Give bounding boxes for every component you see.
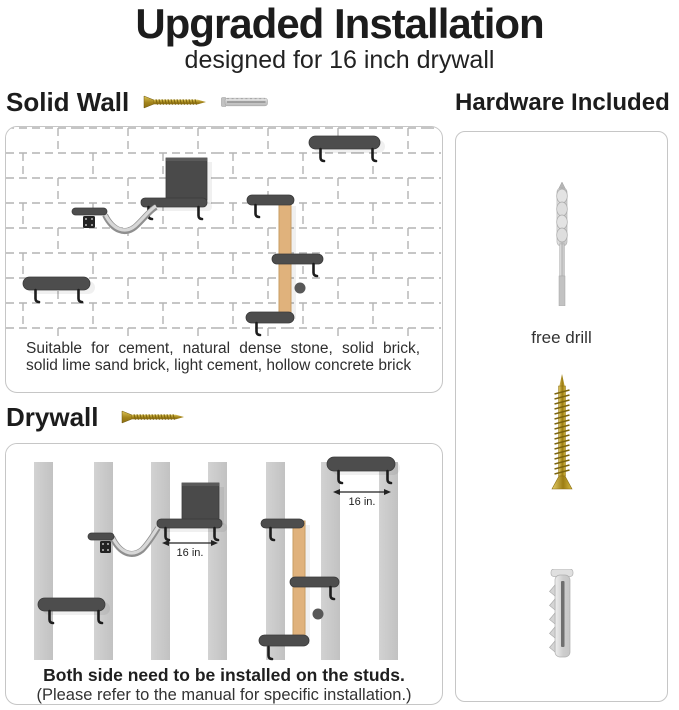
- solid-wall-heading-row: [6, 86, 269, 118]
- brick-wall-background: [6, 127, 441, 338]
- hardware-heading: Hardware Included: [455, 89, 670, 116]
- drill-label: free drill: [531, 328, 592, 347]
- dimension-label-shelf: 16 in.: [348, 496, 376, 508]
- drywall-panel: [5, 443, 443, 705]
- hardware-panel: [455, 131, 668, 702]
- toy-ball: [295, 283, 306, 294]
- drywall-note-bold: Both side need to be installed on the studs.: [43, 665, 405, 685]
- drywall-illustration: [6, 444, 441, 662]
- screw-icon: [121, 410, 185, 424]
- drywall-heading: Drywall: [6, 401, 99, 432]
- drill-bit-image: [554, 182, 570, 306]
- solid-wall-heading: Solid Wall: [6, 86, 130, 117]
- brick-wall-illustration: [6, 127, 441, 338]
- toy-ball: [313, 609, 324, 620]
- drywall-heading-row: [6, 401, 185, 433]
- screw-icon: [143, 95, 207, 109]
- page-title: Upgraded Installation: [135, 0, 544, 47]
- anchor-image: [547, 569, 577, 661]
- drywall-note-paren: (Please refer to the manual for specific installation.): [36, 686, 412, 704]
- wall-anchor-icon: [221, 95, 269, 109]
- solid-wall-description: Suitable for cement, natural dense stone, solid brick, solid lime sand brick, light cement, hollow concrete brick: [26, 340, 420, 374]
- dimension-label-house: 16 in.: [176, 547, 204, 559]
- solid-wall-panel: [5, 126, 443, 393]
- page-subtitle: designed for 16 inch drywall: [184, 46, 495, 74]
- screw-image: [551, 374, 573, 494]
